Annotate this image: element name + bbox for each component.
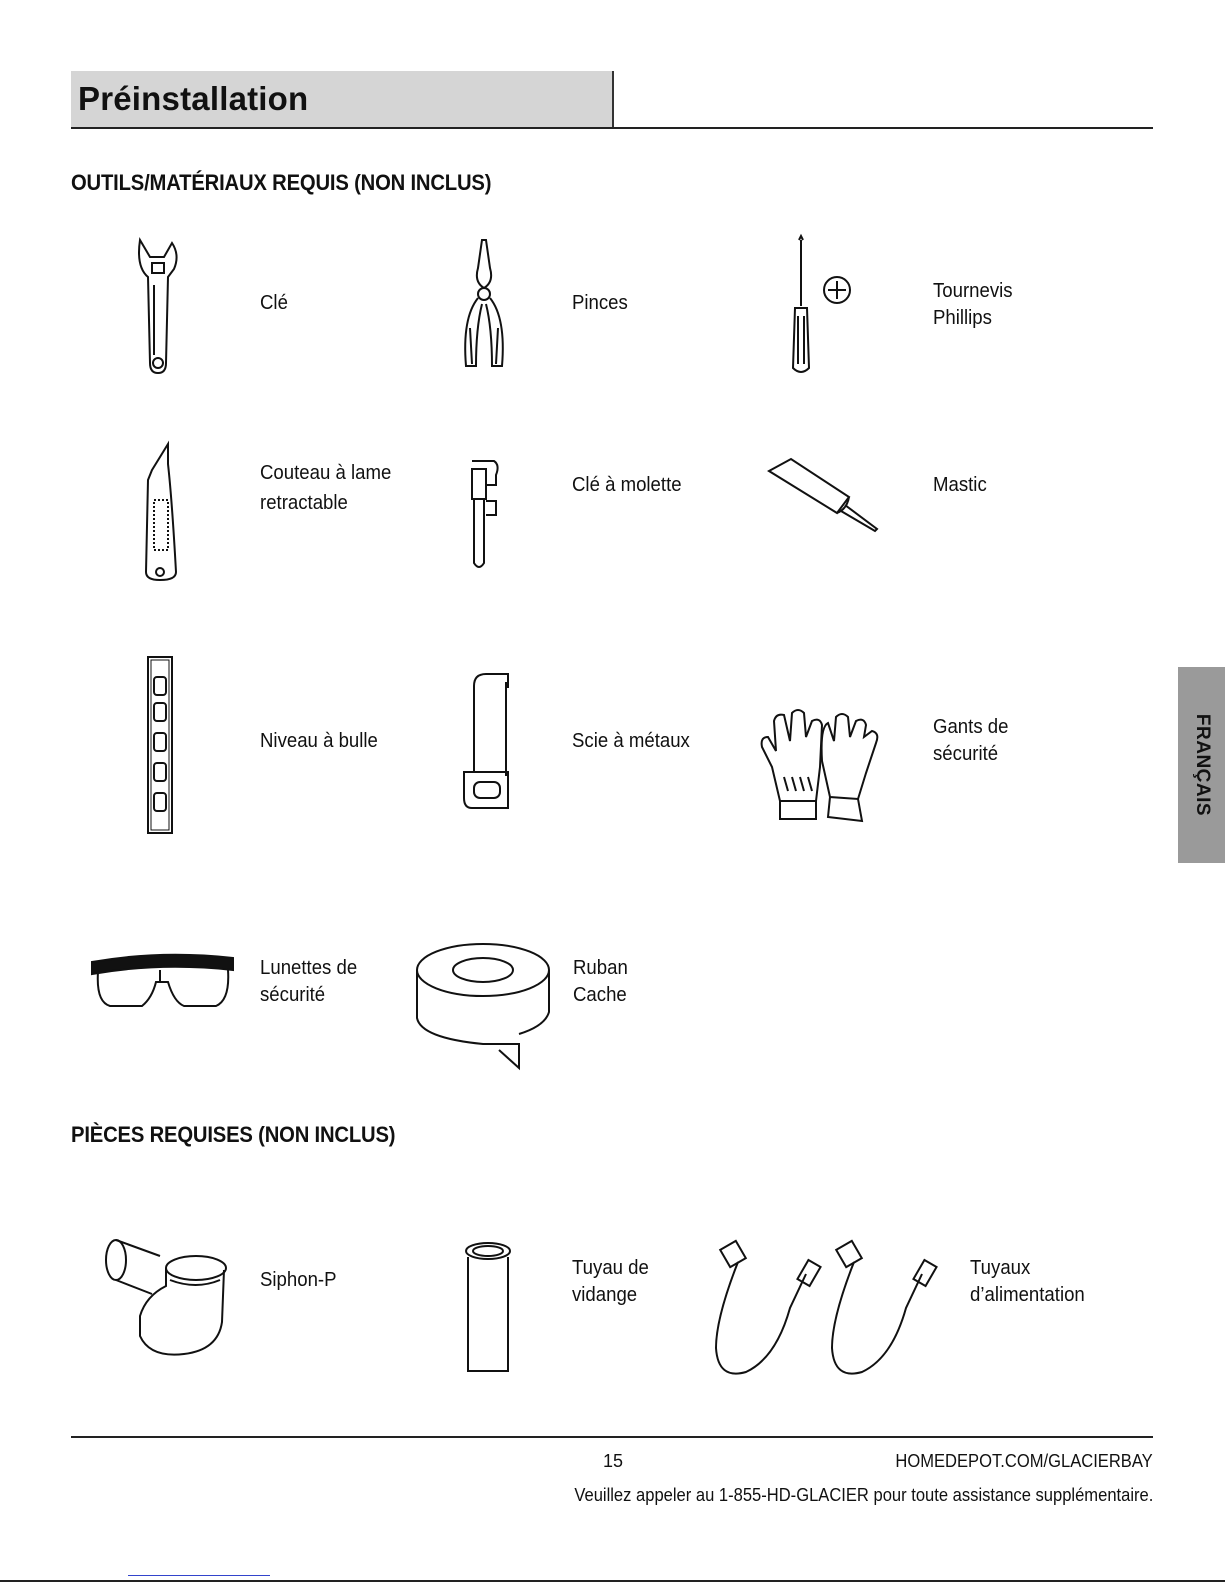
tool-label-cle-molette: Clé à molette bbox=[572, 474, 682, 496]
bottom-rule bbox=[0, 1580, 1225, 1582]
supply-lines-icon bbox=[706, 1238, 936, 1383]
adjustable-wrench-icon bbox=[128, 235, 188, 375]
tool-label-pinces: Pinces bbox=[572, 292, 628, 314]
pipe-wrench-icon bbox=[466, 455, 506, 570]
tool-label-couteau: Couteau à lame retractable bbox=[260, 462, 392, 514]
p-trap-icon bbox=[100, 1236, 230, 1361]
tool-label-scie: Scie à métaux bbox=[572, 730, 690, 752]
title-rule bbox=[71, 127, 1153, 129]
footer-website: HOMEDEPOT.COM/GLACIERBAY bbox=[895, 1451, 1153, 1471]
link-underline bbox=[128, 1575, 270, 1576]
utility-knife-icon bbox=[138, 440, 183, 585]
masking-tape-icon bbox=[413, 942, 553, 1070]
page-number: 15 bbox=[603, 1451, 624, 1471]
drain-pipe-icon bbox=[462, 1241, 517, 1376]
footer-rule bbox=[71, 1436, 1153, 1438]
tool-label-gants: Gants de sécurité bbox=[933, 716, 1009, 765]
pliers-icon bbox=[456, 238, 516, 373]
sealant-tube-icon bbox=[767, 455, 882, 535]
parts-heading: PIÈCES REQUISES (NON INCLUS) bbox=[71, 1122, 396, 1147]
phillips-screwdriver-icon bbox=[785, 236, 855, 376]
side-tab-label: FRANÇAIS bbox=[1191, 713, 1213, 817]
tool-label-tournevis: Tournevis Phillips bbox=[933, 280, 1013, 329]
safety-gloves-icon bbox=[758, 707, 888, 827]
title-divider bbox=[612, 71, 614, 127]
tool-label-mastic: Mastic bbox=[933, 474, 987, 496]
footer-help-text: Veuillez appeler au 1-855-HD-GLACIER pour toute assistance supplémentaire. bbox=[574, 1485, 1153, 1505]
page-title: Préinstallation bbox=[78, 80, 309, 117]
language-side-tab bbox=[1178, 667, 1225, 863]
part-label-tuyaux-alimentation: Tuyaux d’alimentation bbox=[970, 1257, 1085, 1306]
safety-glasses-icon bbox=[90, 948, 235, 1013]
hacksaw-icon bbox=[460, 668, 520, 813]
tool-label-ruban: Ruban Cache bbox=[573, 957, 628, 1006]
tool-label-cle: Clé bbox=[260, 292, 288, 314]
part-label-siphon: Siphon-P bbox=[260, 1269, 337, 1291]
tools-heading: OUTILS/MATÉRIAUX REQUIS (NON INCLUS) bbox=[71, 170, 492, 195]
part-label-tuyau-vidange: Tuyau de vidange bbox=[572, 1257, 649, 1306]
tool-label-niveau: Niveau à bulle bbox=[260, 730, 378, 752]
tool-label-lunettes: Lunettes de sécurité bbox=[260, 957, 358, 1006]
spirit-level-icon bbox=[146, 655, 176, 835]
